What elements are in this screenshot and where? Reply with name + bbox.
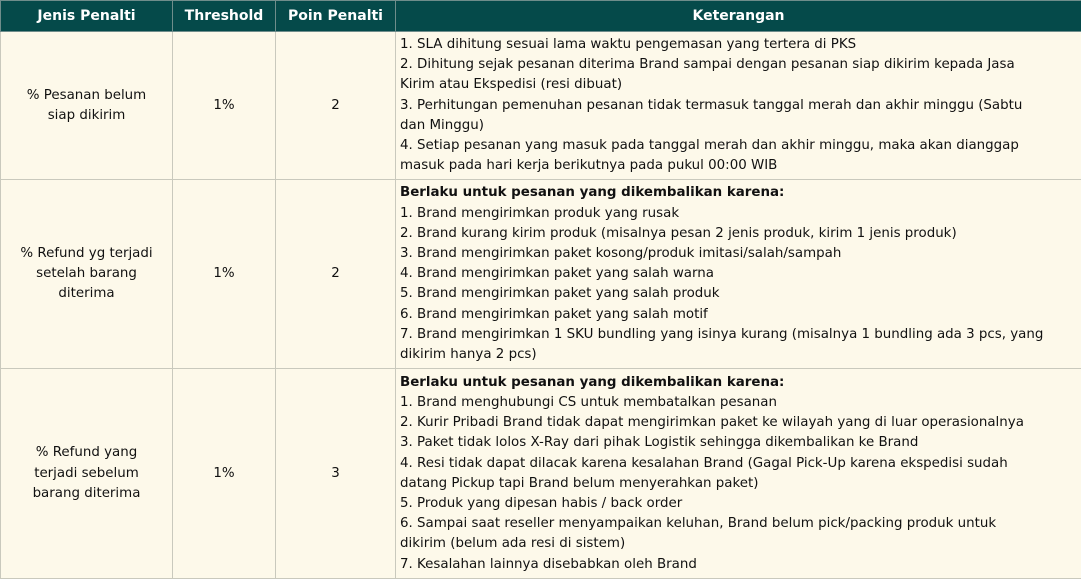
jenis-penalti-line: barang diterima — [9, 484, 164, 504]
keterangan-line: 5. Brand mengirimkan paket yang salah produk — [400, 284, 1075, 304]
keterangan-line: masuk pada hari kerja berikutnya pada pukul 00:00 WIB — [400, 156, 1075, 176]
keterangan-line: datang Pickup tapi Brand belum menyerahkan paket) — [400, 474, 1075, 494]
table-body — [1, 32, 1081, 579]
jenis-penalti-line: siap dikirim — [9, 106, 164, 126]
cell-keterangan — [396, 369, 1081, 579]
keterangan-line: 1. Brand menghubungi CS untuk membatalkan pesanan — [400, 393, 1075, 413]
jenis-penalti-line: terjadi sebelum — [9, 464, 164, 484]
keterangan-line: 4. Setiap pesanan yang masuk pada tanggal merah dan akhir minggu, maka akan dianggap — [400, 136, 1075, 156]
jenis-penalti-line: diterima — [9, 284, 164, 304]
header-keterangan: Keterangan — [396, 1, 1081, 32]
header-poin-penalti: Poin Penalti — [276, 1, 396, 32]
keterangan-title: Berlaku untuk pesanan yang dikembalikan karena: — [400, 183, 1075, 203]
cell-threshold: 1% — [173, 32, 276, 180]
cell-poin-penalti: 2 — [276, 32, 396, 180]
cell-jenis-penalti — [1, 32, 173, 180]
keterangan-line: 3. Paket tidak lolos X-Ray dari pihak Logistik sehingga dikembalikan ke Brand — [400, 433, 1075, 453]
keterangan-line: 7. Brand mengirimkan 1 SKU bundling yang isinya kurang (misalnya 1 bundling ada 3 pcs, yang — [400, 325, 1075, 345]
table-row — [1, 32, 1081, 180]
keterangan-line: 2. Kurir Pribadi Brand tidak dapat mengirimkan paket ke wilayah yang di luar operasionalnya — [400, 413, 1075, 433]
jenis-penalti-line: % Refund yang — [9, 443, 164, 463]
keterangan-line: Kirim atau Ekspedisi (resi dibuat) — [400, 75, 1075, 95]
jenis-penalti-line: % Pesanan belum — [9, 86, 164, 106]
header-jenis-penalti: Jenis Penalti — [1, 1, 173, 32]
keterangan-line: 7. Kesalahan lainnya disebabkan oleh Brand — [400, 555, 1075, 575]
keterangan-line: dikirim (belum ada resi di sistem) — [400, 534, 1075, 554]
jenis-penalti-line: % Refund yg terjadi — [9, 244, 164, 264]
cell-jenis-penalti — [1, 180, 173, 369]
table-row — [1, 369, 1081, 579]
keterangan-line: 5. Produk yang dipesan habis / back order — [400, 494, 1075, 514]
keterangan-line: 4. Brand mengirimkan paket yang salah warna — [400, 264, 1075, 284]
keterangan-title: Berlaku untuk pesanan yang dikembalikan karena: — [400, 373, 1075, 393]
header-threshold: Threshold — [173, 1, 276, 32]
table-row — [1, 180, 1081, 369]
cell-poin-penalti: 2 — [276, 180, 396, 369]
keterangan-line: 4. Resi tidak dapat dilacak karena kesalahan Brand (Gagal Pick-Up karena ekspedisi sudah — [400, 454, 1075, 474]
keterangan-line: 1. Brand mengirimkan produk yang rusak — [400, 204, 1075, 224]
keterangan-line: 6. Brand mengirimkan paket yang salah motif — [400, 305, 1075, 325]
keterangan-line: dikirim hanya 2 pcs) — [400, 345, 1075, 365]
keterangan-line: 6. Sampai saat reseller menyampaikan keluhan, Brand belum pick/packing produk untuk — [400, 514, 1075, 534]
keterangan-line: 2. Brand kurang kirim produk (misalnya pesan 2 jenis produk, kirim 1 jenis produk) — [400, 224, 1075, 244]
keterangan-line: dan Minggu) — [400, 116, 1075, 136]
cell-threshold: 1% — [173, 180, 276, 369]
keterangan-line: 1. SLA dihitung sesuai lama waktu pengemasan yang tertera di PKS — [400, 35, 1075, 55]
keterangan-line: 3. Brand mengirimkan paket kosong/produk imitasi/salah/sampah — [400, 244, 1075, 264]
cell-poin-penalti: 3 — [276, 369, 396, 579]
cell-keterangan — [396, 32, 1081, 180]
cell-threshold: 1% — [173, 369, 276, 579]
header-row — [1, 1, 1081, 32]
keterangan-line: 2. Dihitung sejak pesanan diterima Brand sampai dengan pesanan siap dikirim kepada Jasa — [400, 55, 1075, 75]
jenis-penalti-line: setelah barang — [9, 264, 164, 284]
keterangan-line: 3. Perhitungan pemenuhan pesanan tidak termasuk tanggal merah dan akhir minggu (Sabtu — [400, 96, 1075, 116]
cell-jenis-penalti — [1, 369, 173, 579]
cell-keterangan — [396, 180, 1081, 369]
